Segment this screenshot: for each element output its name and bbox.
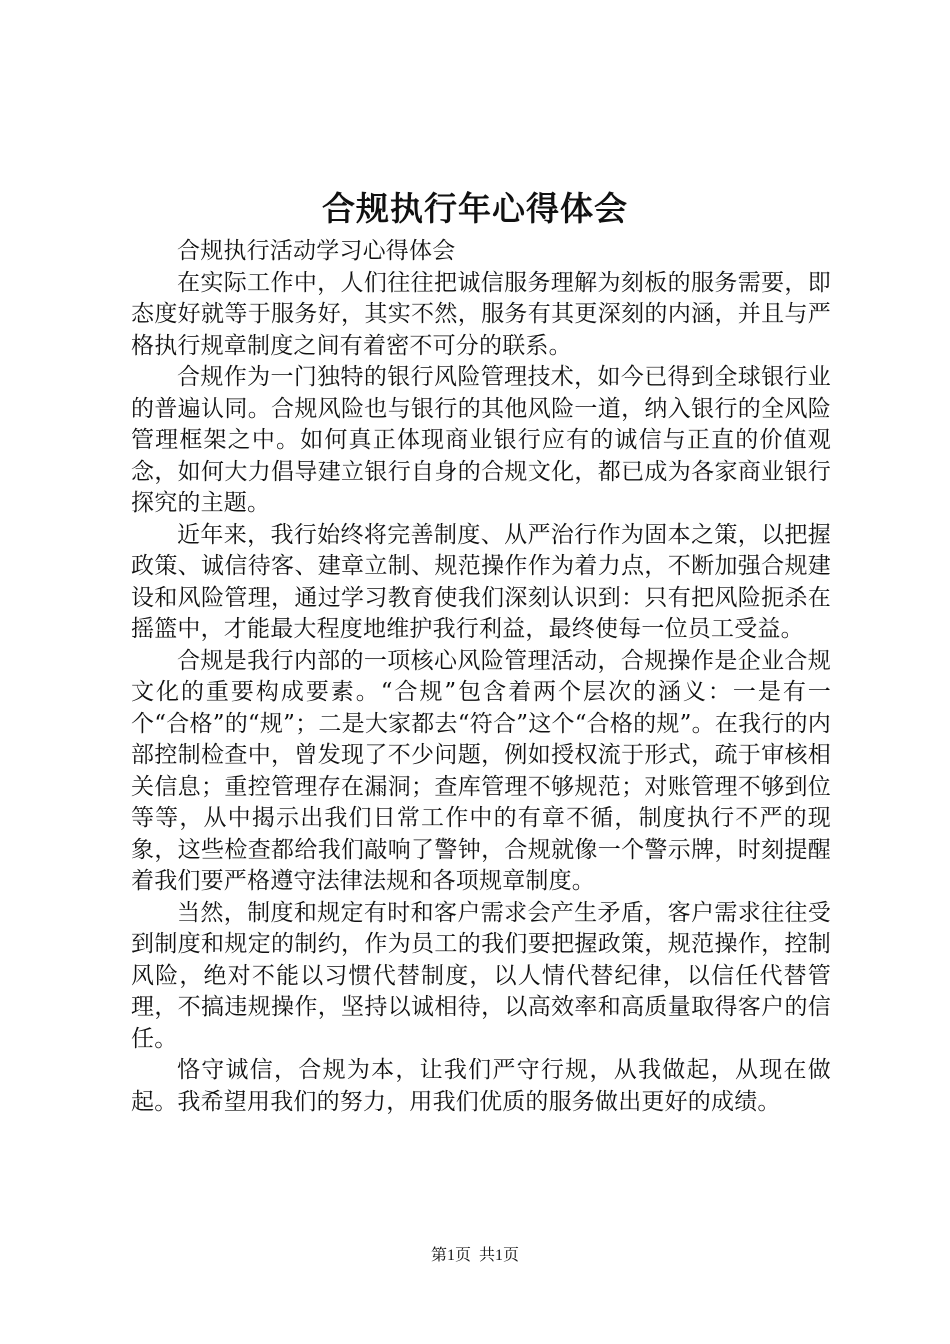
page-footer: [0, 1244, 950, 1268]
document-body: [131, 236, 831, 1118]
paragraph-subtitle: 合规执行活动学习心得体会: [177, 238, 456, 264]
document-title: 合规执行年心得体会: [322, 189, 628, 228]
paragraph-6: 恪守诚信，合规为本，让我们严守行规，从我做起，从现在做起。我希望用我们的努力，用我们优质的服务做出更好的成绩。: [131, 1057, 831, 1115]
paragraph-4: 合规是我行内部的一项核心风险管理活动，合规操作是企业合规文化的重要构成要素。“合规”包含着两个层次的涵义：一是有一个“合格”的“规”；二是大家都去“符合”这个“合格的规”。在我行的内部控制检查中，曾发现了不少问题，例如授权流于形式，疏于审核相关信息；重控管理存在漏洞；查库管理不够规范；对账管理不够到位等等，从中揭示出我们日常工作中的有章不循，制度执行不严的现象，这些检查都给我们敲响了警钟，合规就像一个警示牌，时刻提醒着我们要严格遵守法律法规和各项规章制度。: [131, 647, 831, 894]
paragraph-1: 在实际工作中，人们往往把诚信服务理解为刻板的服务需要，即态度好就等于服务好，其实不然，服务有其更深刻的内涵，并且与严格执行规章制度之间有着密不可分的联系。: [131, 269, 831, 359]
paragraph-2: 合规作为一门独特的银行风险管理技术，如今已得到全球银行业的普遍认同。合规风险也与银行的其他风险一道，纳入银行的全风险管理框架之中。如何真正体现商业银行应有的诚信与正直的价值观念，如何大力倡导建立银行自身的合规文化，都已成为各家商业银行探究的主题。: [131, 364, 831, 516]
paragraph-3: 近年来，我行始终将完善制度、从严治行作为固本之策，以把握政策、诚信待客、建章立制、规范操作作为着力点，不断加强合规建设和风险管理，通过学习教育使我们深刻认识到：只有把风险扼杀在摇篮中，才能最大程度地维护我行利益，最终使每一位员工受益。: [131, 521, 831, 642]
paragraph-5: 当然，制度和规定有时和客户需求会产生矛盾，客户需求往往受到制度和规定的制约，作为员工的我们要把握政策，规范操作，控制风险，绝对不能以习惯代替制度，以人情代替纪律，以信任代替管理，不搞违规操作，坚持以诚相待，以高效率和高质量取得客户的信任。: [131, 899, 831, 1052]
page-number-label: 第1页 共1页: [430, 1247, 519, 1264]
